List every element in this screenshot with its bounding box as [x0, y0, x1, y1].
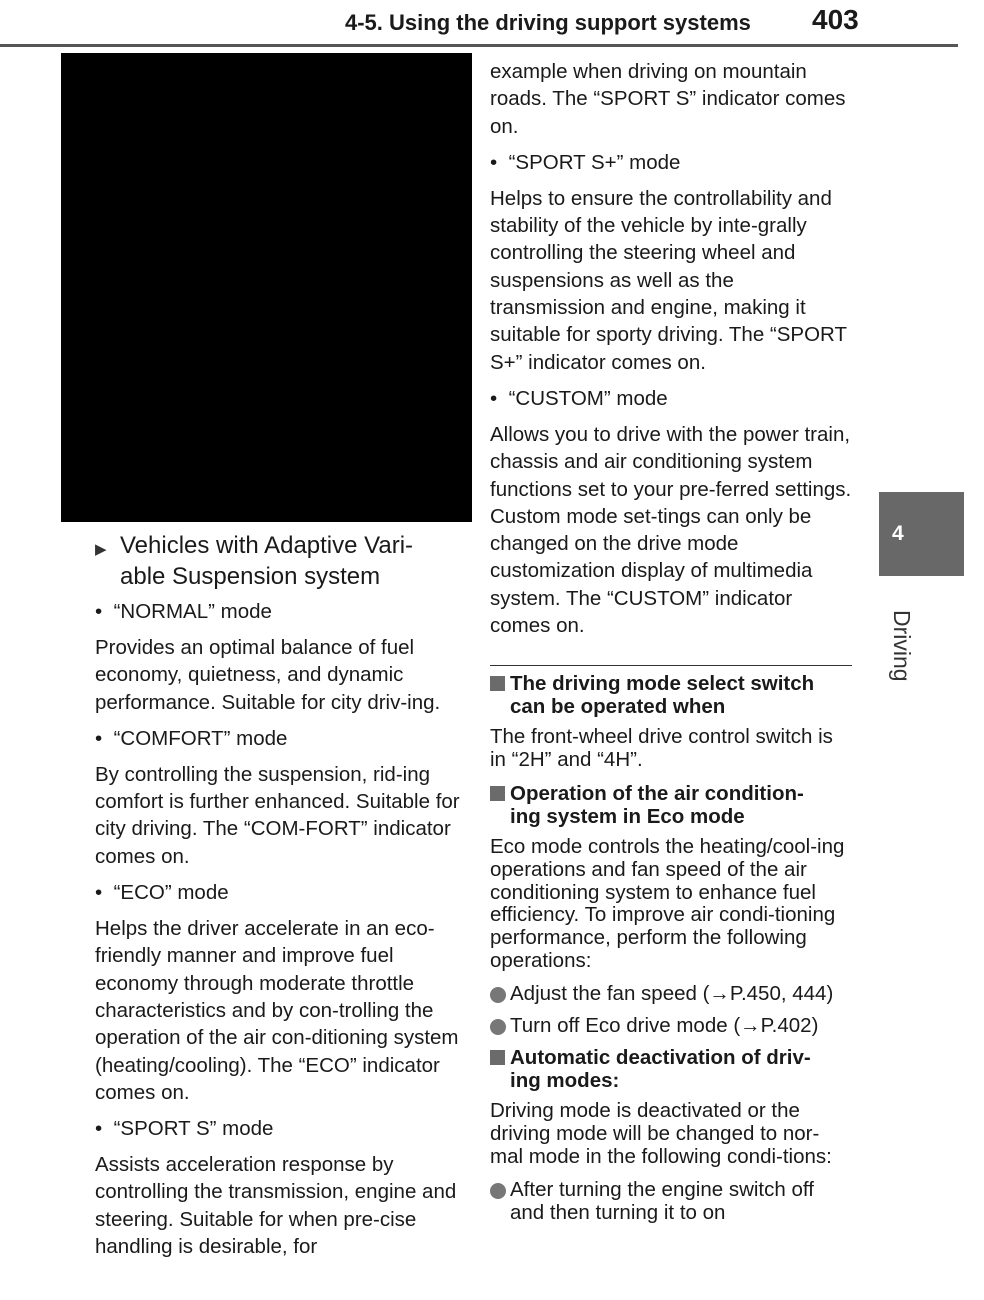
left-column — [95, 530, 460, 1269]
fan-speed-text: Adjust the fan speed (→P.450, 444) — [510, 981, 834, 1005]
bullet-comfort-label: “COMFORT” mode — [113, 726, 288, 750]
eco-ac-text: Eco mode controls the heating/cool-ing operations and fan speed of the air conditioning system to enhance fuel efficiency. To improve air condi-tioning performance, perform the following operations: — [490, 834, 845, 972]
engine-switch-text: After turning the engine switch off and then turning it to on — [510, 1177, 814, 1224]
chapter-number: 4 — [892, 522, 904, 545]
section-title: 4-5. Using the driving support systems — [345, 10, 751, 35]
heading-eco-ac-line-1: Operation of the air condition- — [510, 781, 804, 805]
bullet-sport-s-mode: • “SPORT S” mode — [95, 1117, 274, 1141]
heading-select-switch — [490, 672, 852, 718]
subhead-line-2: able Suspension system — [120, 563, 381, 590]
subhead-line-1: Vehicles with Adaptive Vari- — [120, 532, 414, 559]
list-item-engine-switch — [490, 1179, 852, 1225]
select-switch-text: The front-wheel drive control switch is in “2H” and “4H”. — [490, 725, 833, 772]
eco-drive-off-text: Turn off Eco drive mode (→P.402) — [510, 1013, 819, 1037]
bullet-normal-label: “NORMAL” mode — [113, 600, 272, 623]
heading-auto-deactivation-line-1: Automatic deactivation of driv- — [510, 1046, 811, 1070]
bullet-comfort-mode: • “COMFORT” mode — [95, 726, 288, 750]
circle-bullet-icon — [490, 987, 506, 1003]
bullet-eco-label: “ECO” mode — [113, 881, 229, 905]
square-bullet-icon — [490, 1050, 505, 1065]
header-rule — [0, 44, 958, 47]
circle-bullet-icon — [490, 1019, 506, 1035]
right-column — [490, 58, 852, 1233]
heading-auto-deactivation-line-2: ing modes: — [510, 1069, 620, 1093]
eco-mode-description: Helps the driver accelerate in an eco-friendly manner and improve fuel economy through moderate throttle characteristics and by con-trolling the operation of the air con-ditioning system (heating/cooling). The “ECO” indicator comes on. — [95, 917, 459, 1104]
heading-eco-air-conditioning — [490, 782, 852, 828]
subhead-adaptive-suspension — [95, 530, 460, 592]
section-divider — [490, 665, 852, 666]
heading-auto-deactivation — [490, 1046, 852, 1092]
square-bullet-icon — [490, 676, 505, 691]
sport-s-plus-description: Helps to ensure the controllability and stability of the vehicle by inte-grally controlling the steering wheel and suspensions as well as the transmission and engine, making it suitable for sporty driving. The “SPORT S+” indicator comes on. — [490, 186, 847, 374]
sport-s-mode-description: Assists acceleration response by controlling the transmission, engine and steering. Suitable for when pre-cise handling is desirable, for — [95, 1153, 457, 1259]
sport-s-continued-text: example when driving on mountain roads. The “SPORT S” indicator comes on. — [490, 60, 846, 138]
bullet-normal-mode: • “NORMAL” mode — [95, 600, 272, 623]
list-item-eco-drive-off — [490, 1015, 852, 1038]
custom-mode-description: Allows you to drive with the power train, chassis and air conditioning system functions set to your pre-ferred settings. Custom mode set-tings can only be changed on the drive mode customization display of multimedia system. The “CUSTOM” indicator comes on. — [490, 422, 852, 638]
auto-deactivation-text: Driving mode is deactivated or the driving mode will be changed to nor-mal mode in the following condi-tions: — [490, 1099, 832, 1168]
bullet-custom-label: “CUSTOM” mode — [508, 386, 668, 410]
bullet-eco-mode: • “ECO” mode — [95, 881, 229, 905]
bullet-sport-s-plus-mode: • “SPORT S+” mode — [490, 150, 681, 174]
circle-bullet-icon — [490, 1183, 506, 1199]
heading-select-switch-line-1: The driving mode select switch — [510, 672, 815, 696]
bullet-sport-s-label: “SPORT S” mode — [113, 1117, 274, 1141]
square-bullet-icon — [490, 786, 505, 801]
chapter-label: Driving — [889, 610, 915, 682]
heading-eco-ac-line-2: ing system in Eco mode — [510, 804, 745, 828]
comfort-mode-description: By controlling the suspension, rid-ing comfort is further enhanced. Suitable for city driving. The “COM-FORT” indicator comes on. — [95, 762, 460, 868]
illustration-image — [61, 53, 472, 522]
page-number: 403 — [812, 4, 859, 35]
heading-select-switch-line-2: can be operated when — [510, 695, 726, 719]
bullet-custom-mode: • “CUSTOM” mode — [490, 386, 668, 410]
bullet-sport-s-plus-label: “SPORT S+” mode — [508, 150, 681, 174]
triangle-bullet-icon: ▶ — [95, 541, 107, 558]
list-item-fan-speed — [490, 983, 852, 1006]
normal-mode-description: Provides an optimal balance of fuel economy, quietness, and dynamic performance. Suitable for city driv-ing. — [95, 636, 441, 714]
